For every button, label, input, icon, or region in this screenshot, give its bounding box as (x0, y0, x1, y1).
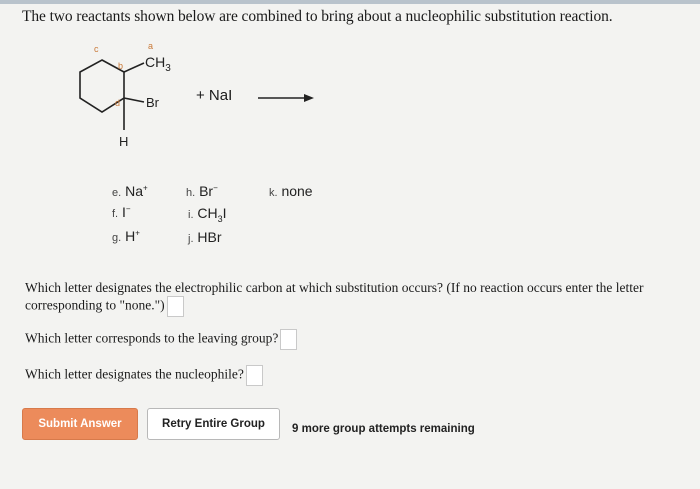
methyl-bond (124, 63, 144, 72)
choice-e: e. Na+ (112, 183, 148, 199)
reaction-arrow-icon (258, 92, 318, 104)
choice-f: f. I− (112, 204, 131, 220)
choice-k: k. none (269, 183, 313, 199)
attempts-remaining-text: 9 more group attempts remaining (292, 423, 475, 435)
choice-h: h. Br− (186, 183, 218, 199)
question-nucleophile: Which letter designates the nucleophile? (25, 365, 675, 386)
choice-g: g. H+ (112, 228, 140, 244)
molecule-structure (60, 36, 200, 156)
electrophilic-carbon-input[interactable] (167, 296, 184, 317)
bromo-label: Br (146, 95, 159, 110)
retry-entire-group-button[interactable]: Retry Entire Group (147, 408, 280, 440)
label-a: a (148, 41, 154, 51)
label-b: b (118, 61, 124, 71)
hydrogen-label: H (119, 134, 129, 149)
question-leaving-group: Which letter corresponds to the leaving group? (25, 329, 675, 350)
leaving-group-input[interactable] (280, 329, 297, 350)
choice-i: i. $CH_3I$ (188, 205, 227, 224)
bromo-bond (124, 98, 144, 102)
choice-j: j. HBr (188, 229, 222, 245)
top-bar (0, 0, 700, 4)
question-electrophilic-carbon: Which letter designates the electrophilic carbon at which substitution occurs? (If no reaction occurs enter the letter corresponding to "none.") (25, 279, 675, 317)
methyl-label: $CH_3$ (145, 54, 171, 74)
label-c: c (94, 44, 99, 54)
submit-answer-button[interactable]: Submit Answer (22, 408, 138, 440)
label-d: d (115, 98, 121, 108)
intro-text: The two reactants shown below are combined to bring about a nucleophilic substitution reaction. (22, 8, 613, 25)
reagent-nai: + NaI (196, 87, 233, 104)
nucleophile-input[interactable] (246, 365, 263, 386)
